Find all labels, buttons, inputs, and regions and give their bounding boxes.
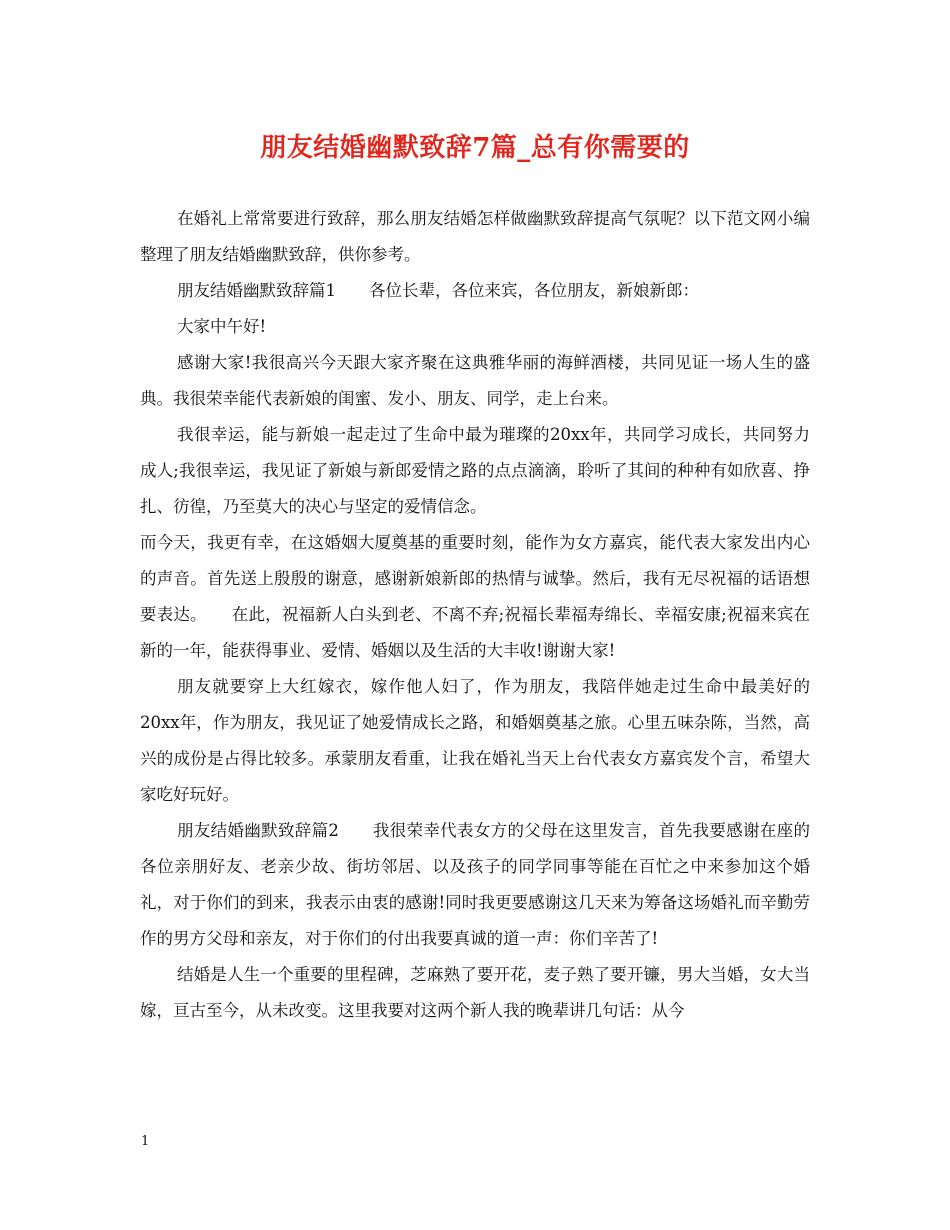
paragraph: 朋友结婚幽默致辞篇1 各位长辈，各位来宾，各位朋友，新娘新郎： xyxy=(177,281,699,300)
paragraph: 朋友就要穿上大红嫁衣，嫁作他人妇了，作为朋友，我陪伴她走过生命中最美好的20xx年，作为朋友，我见证了她爱情成长之路，和婚姻奠基之旅。心里五味杂陈，当然，高兴的成份是占得比较多。承蒙朋友看重，让我在婚礼当天上台代表女方嘉宾发个言，希望大家吃好玩好。 xyxy=(140,677,810,804)
paragraph: 我很幸运，能与新娘一起走过了生命中最为璀璨的20xx年，共同学习成长，共同努力成人;我很幸运，我见证了新娘与新郎爱情之路的点点滴滴，聆听了其间的种种有如欣喜、挣扎、彷徨，乃至莫大的决心与坚定的爱情信念。 xyxy=(140,425,810,516)
document-body xyxy=(140,201,810,1029)
paragraph: 大家中午好! xyxy=(177,317,267,336)
paragraph: 结婚是人生一个重要的里程碑，芝麻熟了要开花，麦子熟了要开镰，男大当婚，女大当嫁，亘古至今，从未改变。这里我要对这两个新人我的晚辈讲几句话：从今 xyxy=(140,965,810,1020)
document-title: 朋友结婚幽默致辞7篇_总有你需要的 xyxy=(260,133,690,163)
paragraph: 感谢大家!我很高兴今天跟大家齐聚在这典雅华丽的海鲜酒楼，共同见证一场人生的盛典。我很荣幸能代表新娘的闺蜜、发小、朋友、同学，走上台来。 xyxy=(140,353,810,408)
page-number: 1 xyxy=(141,1134,150,1149)
paragraph: 在婚礼上常常要进行致辞，那么朋友结婚怎样做幽默致辞提高气氛呢？以下范文网小编整理了朋友结婚幽默致辞，供你参考。 xyxy=(140,209,810,264)
paragraph: 朋友结婚幽默致辞篇2 我很荣幸代表女方的父母在这里发言，首先我要感谢在座的各位亲朋好友、老亲少故、街坊邻居、以及孩子的同学同事等能在百忙之中来参加这个婚礼，对于你们的到来，我表示由衷的感谢!同时我更要感谢这几天来为筹备这场婚礼而辛勤劳作的男方父母和亲友，对于你们的付出我要真诚的道一声：你们辛苦了! xyxy=(140,821,810,948)
paragraph: 而今天，我更有幸，在这婚姻大厦奠基的重要时刻，能作为女方嘉宾，能代表大家发出内心的声音。首先送上殷殷的谢意，感谢新娘新郎的热情与诚挚。然后，我有无尽祝福的话语想要表达。 在此，祝福新人白头到老、不离不弃;祝福长辈福寿绵长、幸福安康;祝福来宾在新的一年，能获得事业、爱情、婚姻以及生活的大丰收!谢谢大家! xyxy=(140,533,810,660)
